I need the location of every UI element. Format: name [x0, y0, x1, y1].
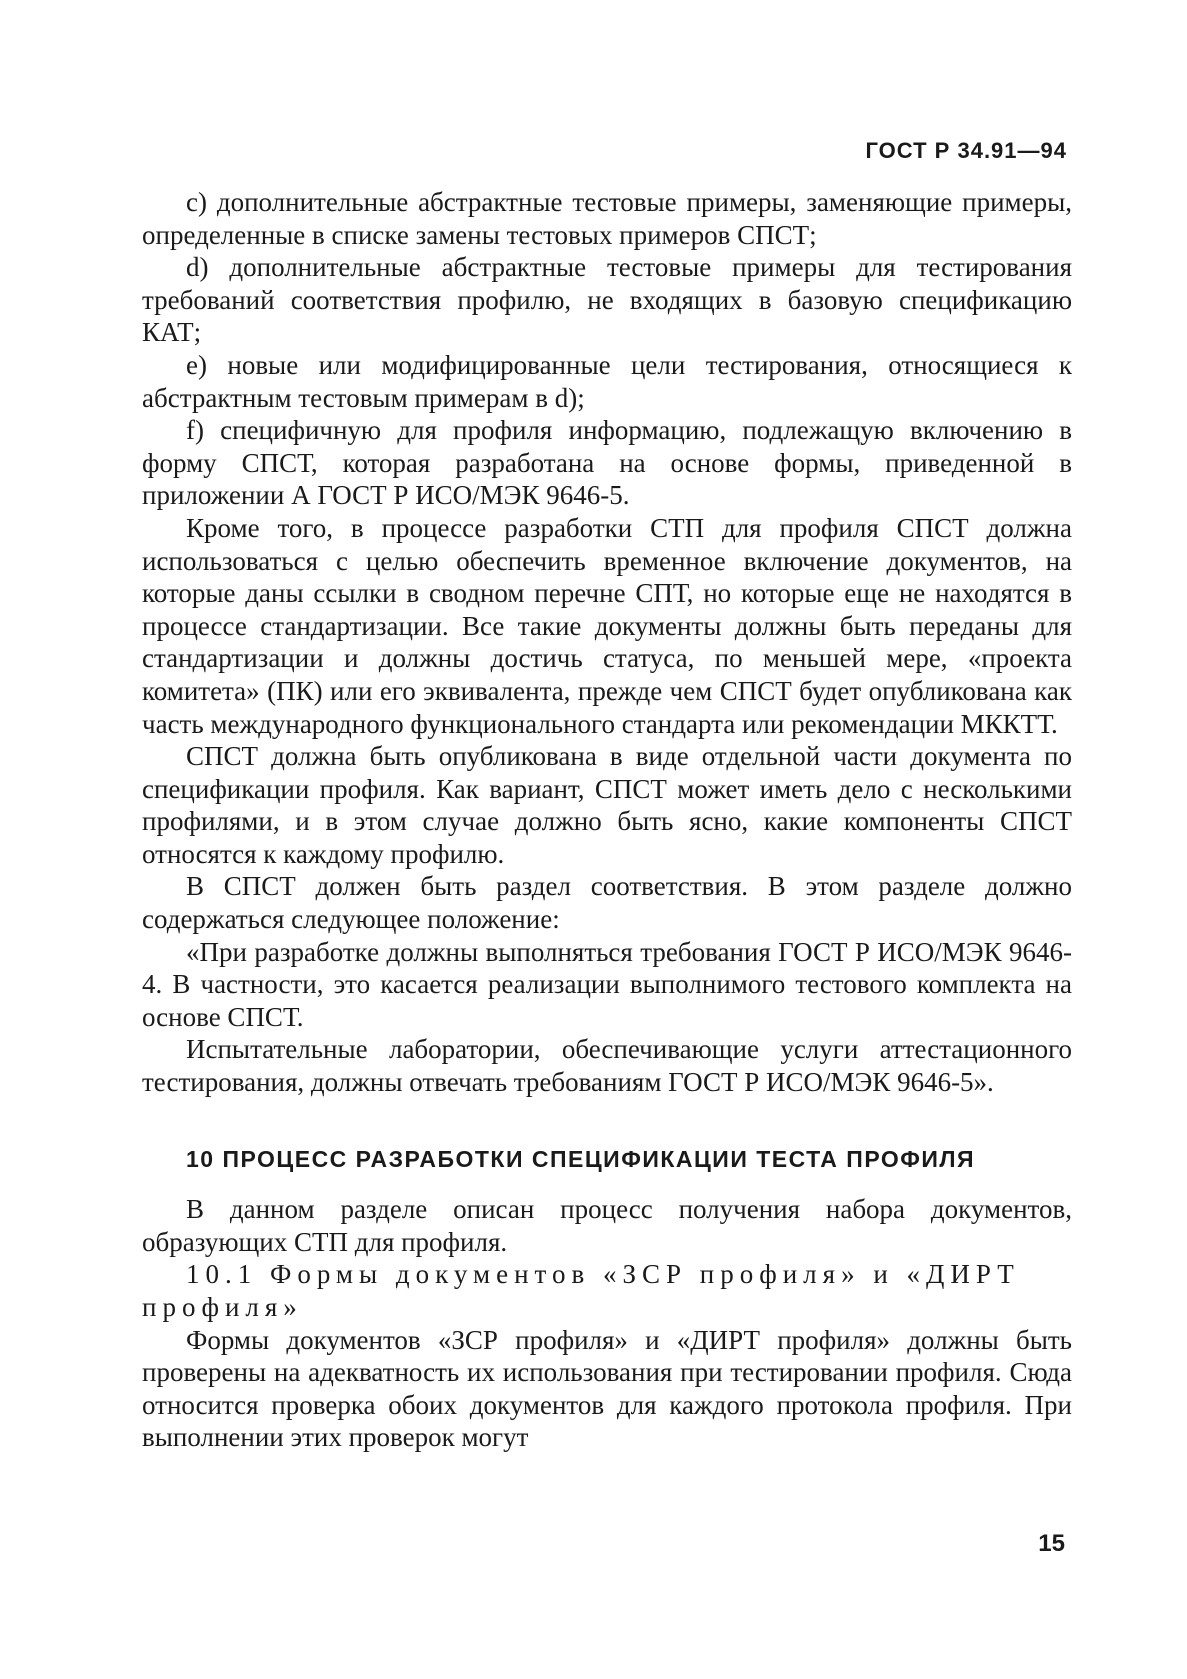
paragraph: СПСТ должна быть опубликована в виде отдельной части документа по спецификации профиля. Как вариант, СПСТ может иметь дело с несколькими профилями, и в этом случае должно быть ясно, какие компоненты СПСТ относятся к каждому профилю.	[142, 741, 1072, 869]
section-heading: 10 ПРОЦЕСС РАЗРАБОТКИ СПЕЦИФИКАЦИИ ТЕСТА ПРОФИЛЯ	[186, 1145, 976, 1172]
quote-paragraph: Испытательные лаборатории, обеспечивающие услуги аттестационного тестирования, должны отвечать требованиям ГОСТ Р ИСО/МЭК 9646-5».	[142, 1034, 1072, 1098]
quote-paragraph: «При разработке должны выполняться требования ГОСТ Р ИСО/МЭК 9646-4. В частности, это касается реализации выполнимого тестового комплекта на основе СПСТ.	[142, 936, 1072, 1032]
body-text	[142, 186, 1072, 1454]
page-number: 15	[1038, 1530, 1065, 1557]
list-item-e: e) новые или модифицированные цели тестирования, относящиеся к абстрактным тестовым примерам в d);	[142, 349, 1072, 413]
paragraph: Кроме того, в процессе разработки СТП для профиля СПСТ должна использоваться с целью обеспечить временное включение документов, на которые даны ссылки в сводном перечне СПТ, но которые еще не находятся в процессе стандартизации. Все такие документы должны быть переданы для стандартизации и должны достичь статуса, по меньшей мере, «проекта комитета» (ПК) или его эквивалента, прежде чем СПСТ будет опубликована как часть международного функционального стандарта или рекомендации МККТТ.	[142, 512, 1072, 739]
list-item-d: d) дополнительные абстрактные тестовые примеры для тестирования требований соответствия профилю, не входящих в базовую спецификацию КАТ;	[142, 252, 1072, 348]
paragraph: В СПСТ должен быть раздел соответствия. В этом разделе должно содержаться следующее положение:	[142, 871, 1072, 935]
subsection-heading: 10.1 Формы документов «ЗСР профиля» и «ДИРТ профиля»	[142, 1259, 1020, 1322]
list-item-c: c) дополнительные абстрактные тестовые примеры, заменяющие примеры, определенные в списке замены тестовых примеров СПСТ;	[142, 187, 1072, 250]
subsection-text: Формы документов «ЗСР профиля» и «ДИРТ профиля» должны быть проверены на адекватность их использования при тестировании профиля. Сюда относится проверка обоих документов для каждого протокола профиля. При выполнении этих проверок могут	[142, 1324, 1072, 1453]
list-item-f: f) специфичную для профиля информацию, подлежащую включению в форму СПСТ, которая разработана на основе формы, приведенной в приложении А ГОСТ Р ИСО/МЭК 9646-5.	[142, 415, 1072, 511]
page-header: ГОСТ Р 34.91—94	[865, 138, 1067, 163]
section-intro: В данном разделе описан процесс получения набора документов, образующих СТП для профиля.	[142, 1194, 1072, 1257]
